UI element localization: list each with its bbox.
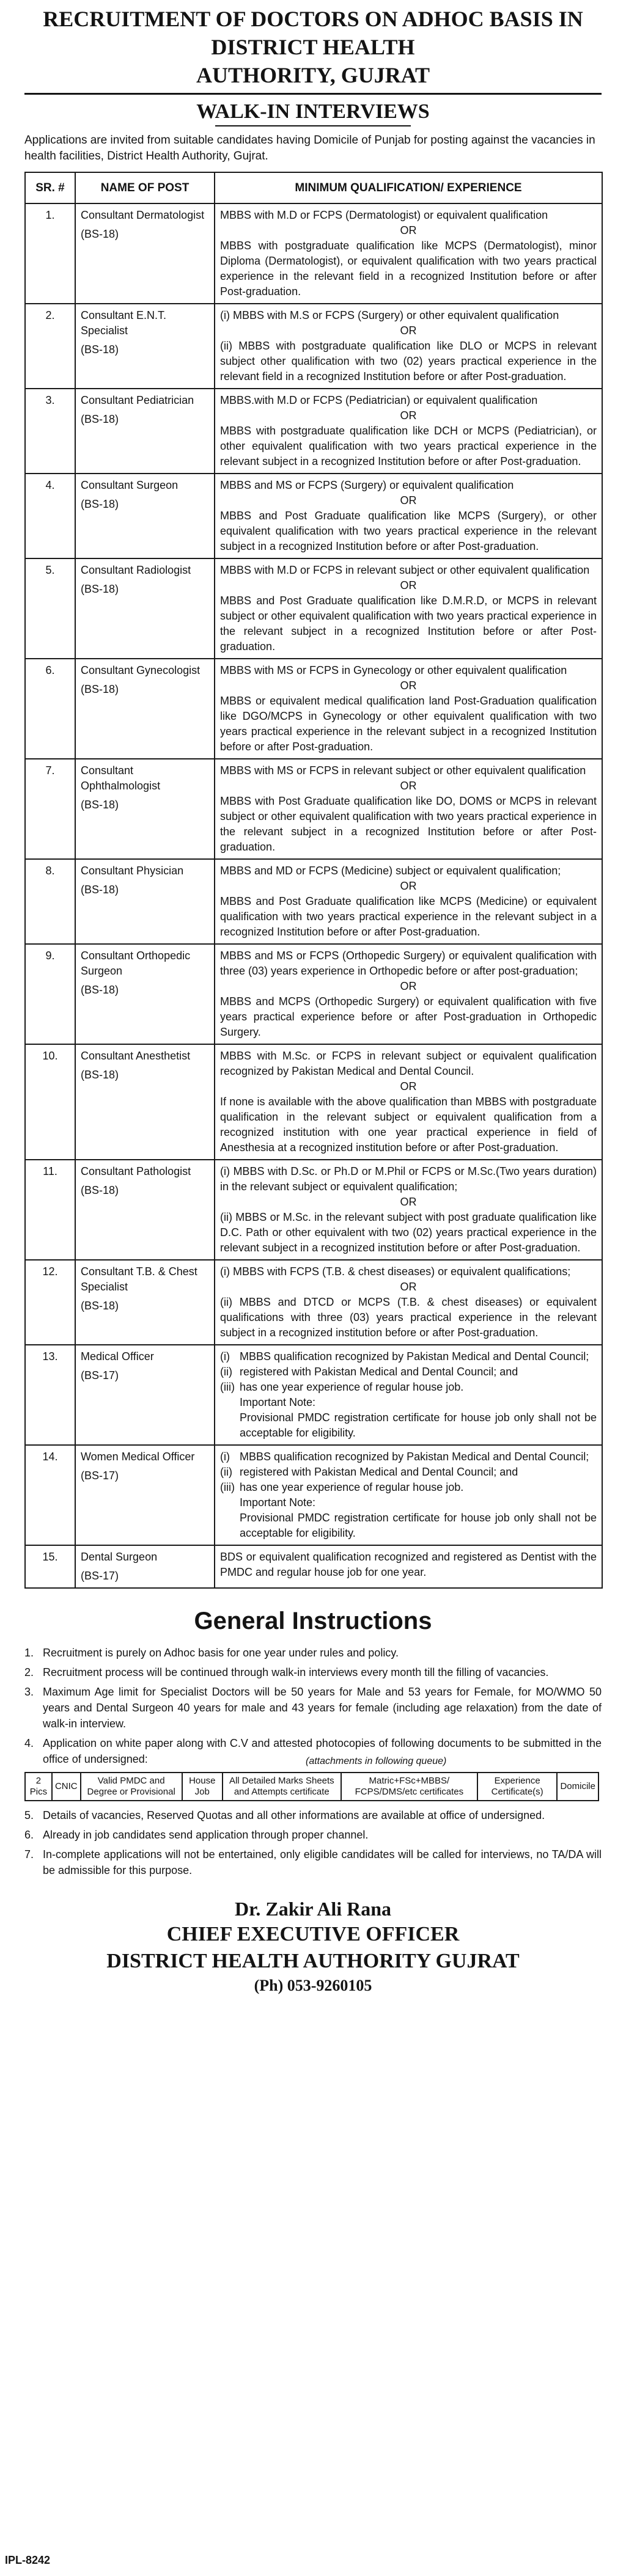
post-scale: (BS-18) [81,884,119,896]
item-text: MBBS qualification recognized by Pakistan Medical and Dental Council; [240,1451,589,1463]
qualification-primary: MBBS with MS or FCPS in relevant subject or other equivalent qualification [220,764,586,777]
document-cell: All Detailed Marks Sheets and Attempts certificate [223,1773,341,1801]
qualification-alternative: MBBS and Post Graduate qualification like D.M.R.D, or MCPS in relevant subject or other equivalent qualification with two years practical experience in the relevant subject in a recognized Institution before or after Post-graduation. [220,595,597,653]
document-cell: CNIC [52,1773,81,1801]
instruction-text: Maximum Age limit for Specialist Doctors will be 50 years for Male and 53 years for Female, for MO/WMO 50 years and Dental Surgeon 40 years for male and 43 years for female (including age relaxation) from the date of walk-in interview. [43,1686,602,1730]
important-note-text: Provisional PMDC registration certificate for house job only shall not be acceptable for eligibility. [240,1512,597,1539]
post-name: Consultant Gynecologist [81,664,201,676]
qualification-primary: MBBS and MD or FCPS (Medicine) subject or equivalent qualification; [220,865,561,877]
row-serial: 12. [25,1260,75,1345]
item-text: registered with Pakistan Medical and Dental Council; and [240,1466,518,1478]
row-serial: 14. [25,1445,75,1545]
qualification-alternative: (ii) MBBS with postgraduate qualification like DLO or MCPS in relevant subject other qualification with two (02) years practical experience in the relevant field in a recognized Institution before or after Post-graduation. [220,340,597,382]
row-serial: 6. [25,659,75,759]
instruction-number: 7. [24,1848,34,1861]
post-scale: (BS-18) [81,1069,119,1081]
post-scale: (BS-17) [81,1469,119,1482]
row-qualification [215,304,602,389]
row-post [75,1044,215,1160]
or-separator: OR [400,880,417,892]
subtitle-underline [215,125,411,126]
instruction-number: 5. [24,1809,34,1821]
qualification-alternative: If none is available with the above qualification than MBBS with postgraduate qualification in the relevant subject or equivalent qualification from a recognized institution with one year practical experience in field of Anesthesia at a recognized institution before or after Post-graduation. [220,1096,597,1154]
or-separator: OR [400,1281,417,1293]
instruction-item [24,1645,602,1661]
table-row [25,389,602,474]
post-name: Women Medical Officer [81,1451,195,1463]
qualification-primary: MBBS.with M.D or FCPS (Pediatrician) or equivalent qualification [220,394,538,406]
table-row [25,1160,602,1260]
row-qualification [215,1260,602,1345]
or-separator: OR [400,780,417,792]
row-qualification [215,474,602,558]
row-serial: 5. [25,558,75,659]
or-separator: OR [400,324,417,337]
post-scale: (BS-18) [81,984,119,996]
or-separator: OR [400,1196,417,1208]
column-header-post: NAME OF POST [75,172,215,203]
post-name: Consultant E.N.T. Specialist [81,309,167,337]
documents-table [24,1772,599,1801]
instruction-item [24,1807,602,1823]
row-post [75,1260,215,1345]
qualification-alternative: MBBS with postgraduate qualification like MCPS (Dermatologist), minor Diploma (Dermatologist), or equivalent qualification with two years practical experience in the relevant field in a recognized Institution before or after Post-graduation. [220,240,597,298]
documents-row [25,1773,598,1801]
row-serial: 2. [25,304,75,389]
qualification-primary: (i) MBBS with M.S or FCPS (Surgery) or other equivalent qualification [220,309,559,321]
item-numeral: (ii) [220,1466,232,1478]
important-note-title: Important Note: [240,1496,316,1509]
qualification-item [220,1449,597,1465]
item-numeral: (i) [220,1350,230,1363]
document-cell: Valid PMDC and Degree or Provisional [81,1773,182,1801]
document-cell: 2 Pics [25,1773,52,1801]
row-post [75,944,215,1044]
row-serial: 8. [25,859,75,944]
qualification-alternative: MBBS with postgraduate qualification like DCH or MCPS (Pediatrician), or other equivalent qualification with two years practical experience in the relevant subject in a recognized Institution before or after Post-graduation. [220,425,597,467]
instruction-item [24,1846,602,1878]
column-header-sr: SR. # [25,172,75,203]
post-name: Consultant Orthopedic Surgeon [81,950,191,977]
post-name: Medical Officer [81,1350,154,1363]
row-serial: 3. [25,389,75,474]
document-cell: Matric+FSc+MBBS/ FCPS/DMS/etc certificates [341,1773,477,1801]
table-row [25,203,602,304]
qualification-primary: MBBS and MS or FCPS (Orthopedic Surgery) or equivalent qualification with three (03) years experience in Orthopedic before or after post-graduation; [220,950,597,977]
post-scale: (BS-17) [81,1369,119,1381]
item-text: MBBS qualification recognized by Pakistan Medical and Dental Council; [240,1350,589,1363]
office-name: DISTRICT HEALTH AUTHORITY GUJRAT [106,1950,520,1972]
item-text: registered with Pakistan Medical and Dental Council; and [240,1366,518,1378]
vacancy-table [24,172,603,1589]
row-post [75,558,215,659]
table-row [25,944,602,1044]
instruction-number: 4. [24,1737,34,1749]
post-scale: (BS-18) [81,343,119,356]
instruction-text: Recruitment is purely on Adhoc basis for one year under rules and policy. [43,1647,399,1659]
table-row [25,304,602,389]
qualification-item [220,1465,597,1480]
post-name: Consultant Ophthalmologist [81,764,161,792]
table-row [25,474,602,558]
column-header-qualification: MINIMUM QUALIFICATION/ EXPERIENCE [215,172,602,203]
row-serial: 11. [25,1160,75,1260]
item-text: has one year experience of regular house job. [240,1381,464,1393]
intro-paragraph: Applications are invited from suitable candidates having Domicile of Punjab for posting against the vacancies in health facilities, District Health Authority, Gujrat. [24,134,595,163]
important-note-title: Important Note: [240,1396,316,1408]
post-name: Consultant T.B. & Chest Specialist [81,1265,197,1293]
page-title [24,5,602,89]
table-row [25,1345,602,1445]
document-cell: Experience Certificate(s) [477,1773,557,1801]
table-row [25,1044,602,1160]
table-row [25,1545,602,1588]
instruction-item [24,1827,602,1843]
qualification-primary: MBBS with MS or FCPS in Gynecology or other equivalent qualification [220,664,567,676]
table-row [25,1260,602,1345]
item-numeral: (ii) [220,1366,232,1378]
document-cell: House Job [182,1773,223,1801]
ad-code: IPL-8242 [5,2554,51,2566]
or-separator: OR [400,409,417,422]
row-post [75,859,215,944]
instruction-text: In-complete applications will not be entertained, only eligible candidates will be called for interviews, no TA/DA will be admissible for this purpose. [43,1848,602,1876]
instructions-title: General Instructions [194,1608,432,1634]
instruction-text: Application on white paper along with C.V and attested photocopies of following documents to be submitted in the office of undersigned: [43,1737,602,1765]
qualification-alternative: MBBS and Post Graduate qualification like MCPS (Medicine) or equivalent qualification with two years practical experience in the relevant subject in a recognized Institution before or after Post-graduation. [220,895,597,938]
instruction-text: Details of vacancies, Reserved Quotas and all other informations are available at office of undersigned. [43,1809,545,1821]
row-post [75,389,215,474]
row-qualification [215,558,602,659]
instruction-number: 2. [24,1666,34,1678]
item-numeral: (iii) [220,1381,235,1393]
row-qualification [215,1345,602,1445]
title-line-1: RECRUITMENT OF DOCTORS ON ADHOC BASIS IN DISTRICT HEALTH [43,7,583,59]
signature-block [24,1897,602,1997]
item-text: has one year experience of regular house job. [240,1481,464,1493]
instruction-number: 3. [24,1686,34,1698]
table-row [25,558,602,659]
instructions-list [24,1645,602,1878]
row-serial: 7. [25,759,75,859]
instruction-item [24,1684,602,1732]
row-serial: 9. [25,944,75,1044]
row-qualification [215,1044,602,1160]
or-separator: OR [400,980,417,992]
qualification-item [220,1364,597,1380]
post-name: Consultant Anesthetist [81,1050,191,1062]
qualification-alternative: MBBS and MCPS (Orthopedic Surgery) or equivalent qualification with five years practical experience before or after Post-graduation in Orthopedic Surgery. [220,995,597,1038]
instruction-number: 6. [24,1829,34,1841]
post-scale: (BS-18) [81,799,119,811]
table-row [25,759,602,859]
row-post [75,474,215,558]
row-post [75,759,215,859]
row-post [75,304,215,389]
qualification-item [220,1480,597,1495]
qualification-alternative: (ii) MBBS or M.Sc. in the relevant subject with post graduate qualification like D.C. Path or other equivalent with two (02) years practical experience in the relevant subject in a recognized institution before or after Post-graduation. [220,1211,597,1254]
post-scale: (BS-18) [81,1300,119,1312]
qualification-alternative: (ii) MBBS and DTCD or MCPS (T.B. & chest diseases) or equivalent qualifications with three (03) years practical experience in the relevant subject in a recognized institution before or after Post-graduation. [220,1296,597,1339]
table-header-row [25,172,602,203]
or-separator: OR [400,679,417,692]
post-scale: (BS-17) [81,1570,119,1582]
post-name: Consultant Surgeon [81,479,179,491]
or-separator: OR [400,1080,417,1092]
qualification-alternative: MBBS with Post Graduate qualification like DO, DOMS or MCPS in relevant subject or other equivalent qualification with two years practical experience in the relevant subject in a recognized Institution before or after Post-graduation. [220,795,597,853]
row-serial: 10. [25,1044,75,1160]
instruction-item [24,1664,602,1680]
row-post [75,203,215,304]
row-post [75,1445,215,1545]
qualification-item [220,1349,597,1364]
row-serial: 13. [25,1345,75,1445]
attachments-note: (attachments in following queue) [306,1756,447,1766]
row-serial: 15. [25,1545,75,1588]
post-name: Consultant Pathologist [81,1165,191,1177]
row-post [75,659,215,759]
row-serial: 1. [25,203,75,304]
row-qualification [215,1445,602,1545]
row-qualification [215,659,602,759]
document-cell: Domicile [557,1773,598,1801]
post-scale: (BS-18) [81,683,119,695]
officer-name: Dr. Zakir Ali Rana [234,1898,392,1920]
qualification-primary: MBBS with M.Sc. or FCPS in relevant subject or equivalent qualification recognized by Pakistan Medical and Dental Council. [220,1050,597,1077]
instruction-text: Already in job candidates send application through proper channel. [43,1829,369,1841]
row-qualification [215,859,602,944]
row-qualification [215,1545,602,1588]
title-divider [24,93,602,95]
row-qualification [215,759,602,859]
instructions-before [24,1645,602,1767]
qualification-primary: (i) MBBS with FCPS (T.B. & chest diseases) or equivalent qualifications; [220,1265,571,1278]
post-scale: (BS-18) [81,228,119,240]
qualification-primary: BDS or equivalent qualification recognized and registered as Dentist with the PMDC and regular house job for one year. [220,1551,597,1578]
table-row [25,859,602,944]
title-line-2: AUTHORITY, GUJRAT [196,63,430,87]
subtitle: WALK-IN INTERVIEWS [196,100,430,123]
qualification-alternative: MBBS or equivalent medical qualification land Post-Graduation qualification like DGO/MCPS in Gynecology or other equivalent qualification with two years practical experience in the relevant subject in a recognized Institution before or after Post-graduation. [220,695,597,753]
post-scale: (BS-18) [81,1184,119,1196]
important-note-text: Provisional PMDC registration certificate for house job only shall not be acceptable for eligibility. [240,1411,597,1439]
qualification-alternative: MBBS and Post Graduate qualification like MCPS (Surgery), or other equivalent qualification with two years practical experience in the relevant subject in a recognized Institution before or after Post-graduation. [220,510,597,552]
qualification-primary: (i) MBBS with D.Sc. or Ph.D or M.Phil or FCPS or M.Sc.(Two years duration) in the relevant subject or equivalent qualification; [220,1165,597,1193]
instruction-number: 1. [24,1647,34,1659]
instruction-text: Recruitment process will be continued through walk-in interviews every month till the filling of vacancies. [43,1666,549,1678]
row-qualification [215,389,602,474]
vacancy-table-body [25,203,602,1588]
post-name: Dental Surgeon [81,1551,158,1563]
row-qualification [215,1160,602,1260]
post-name: Consultant Pediatrician [81,394,194,406]
or-separator: OR [400,224,417,236]
post-scale: (BS-18) [81,498,119,510]
row-post [75,1545,215,1588]
item-numeral: (i) [220,1451,230,1463]
instructions-after [24,1807,602,1878]
qualification-item [220,1380,597,1395]
post-name: Consultant Radiologist [81,564,191,576]
row-serial: 4. [25,474,75,558]
qualification-primary: MBBS and MS or FCPS (Surgery) or equivalent qualification [220,479,514,491]
row-post [75,1345,215,1445]
post-name: Consultant Dermatologist [81,209,205,221]
row-post [75,1160,215,1260]
post-name: Consultant Physician [81,865,184,877]
or-separator: OR [400,579,417,591]
table-row [25,1445,602,1545]
post-scale: (BS-18) [81,413,119,425]
item-numeral: (iii) [220,1481,235,1493]
or-separator: OR [400,494,417,507]
post-scale: (BS-18) [81,583,119,595]
office-phone: (Ph) 053-9260105 [254,1977,372,1994]
row-qualification [215,944,602,1044]
table-row [25,659,602,759]
qualification-primary: MBBS with M.D or FCPS in relevant subject or other equivalent qualification [220,564,590,576]
row-qualification [215,203,602,304]
officer-designation: CHIEF EXECUTIVE OFFICER [166,1923,460,1945]
qualification-primary: MBBS with M.D or FCPS (Dermatologist) or equivalent qualification [220,209,548,221]
